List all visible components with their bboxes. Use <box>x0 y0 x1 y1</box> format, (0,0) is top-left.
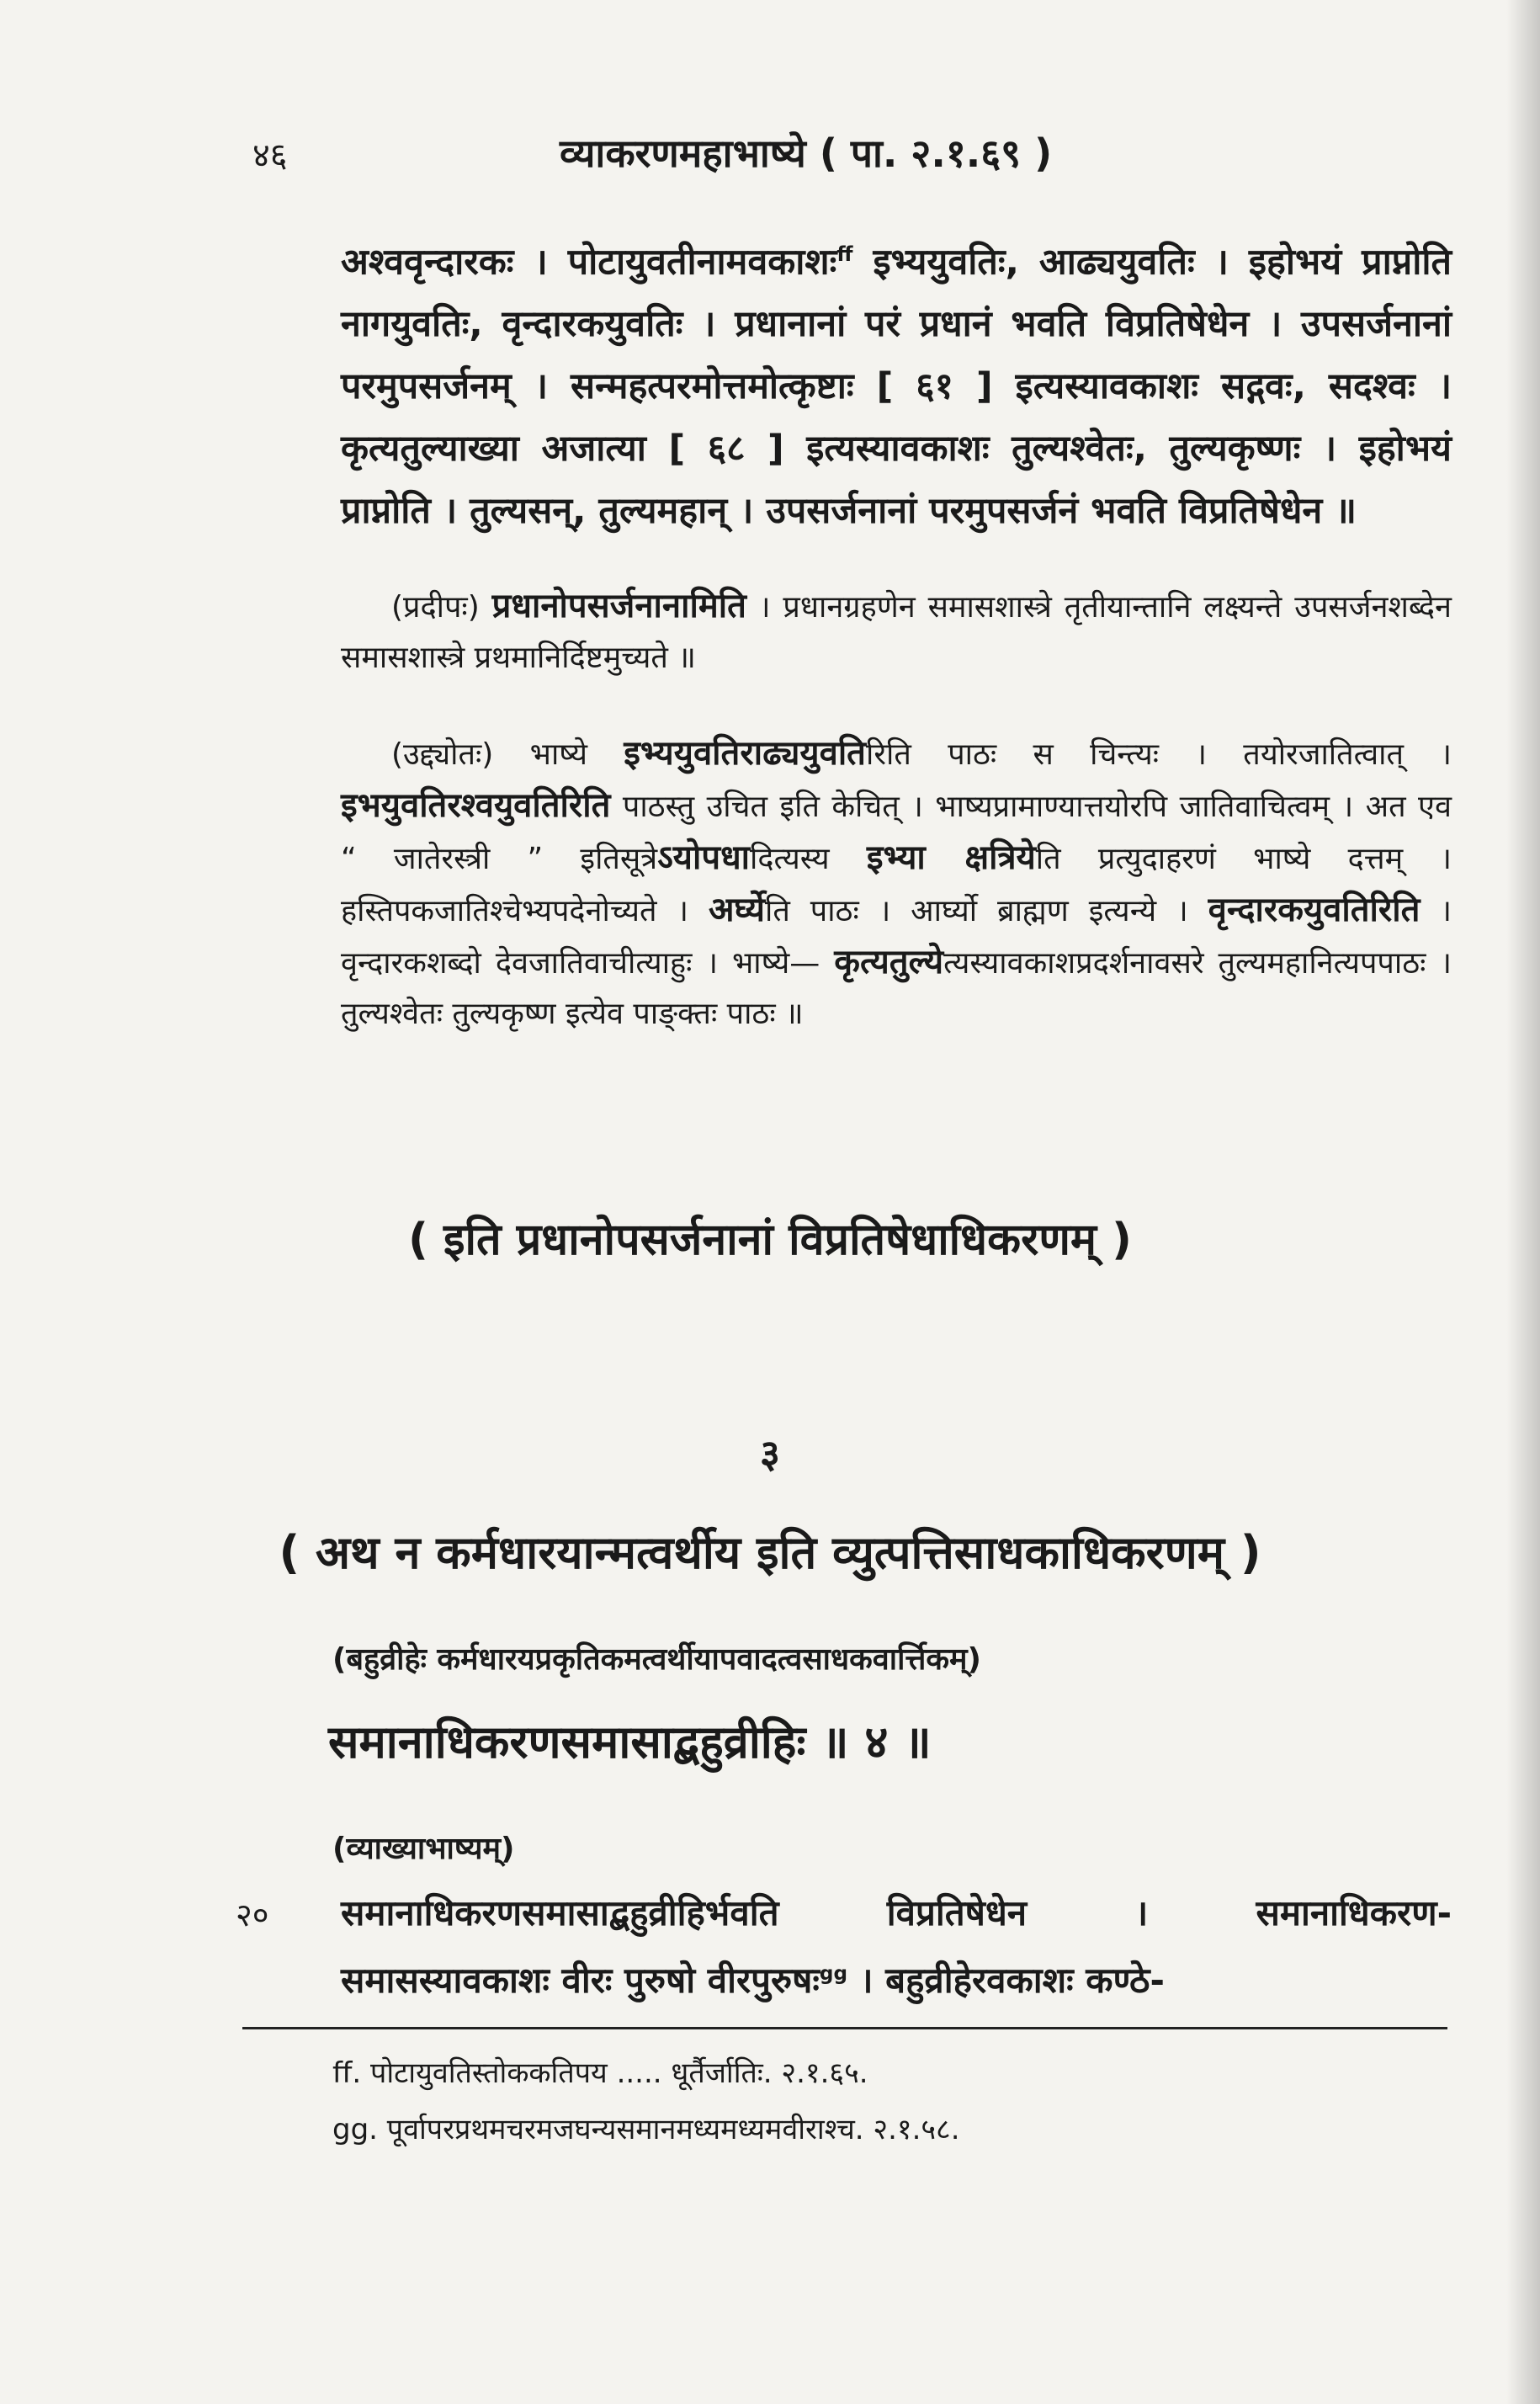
main-passage-part1: अश्ववृन्दारकः । पोटायुवतीनामवकाशः <box>341 241 837 284</box>
section-number: ३ <box>760 1431 780 1476</box>
uddyota-label: (उद्द्योतः) <box>391 737 494 772</box>
pradipa-text: । प्रधानग्रहणेन समासशास्त्रे तृतीयान्तानि लक्ष्यन्ते उपसर्जनशब्देन समासशास्त्रे प्रथमानिर्दिष्टमुच्यते ॥ <box>341 590 1452 675</box>
uddyota-t1: भाष्ये <box>529 737 587 772</box>
bhashya-line-2-b: । बहुव्रीहेरवकाशः कण्ठे- <box>847 1960 1165 2001</box>
vartika-text: समानाधिकरणसमासाद्बहुव्रीहिः ॥ ४ ॥ <box>328 1715 932 1768</box>
margin-line-number: २० <box>236 1896 269 1933</box>
uddyota-commentary <box>341 728 1452 1040</box>
running-header: व्याकरणमहाभाष्ये ( पा. २.१.६९ ) <box>560 130 1053 176</box>
uddyota-b2: इभयुवतिरश्वयुवतिरिति <box>341 786 611 825</box>
main-passage <box>341 223 1452 542</box>
page-edge-shadow <box>1506 0 1540 2404</box>
pradipa-head: प्रधानोपसर्जनानामिति <box>491 587 746 625</box>
pradipa-label: (प्रदीपः) <box>391 590 480 625</box>
pradipa-commentary <box>341 581 1452 683</box>
footnote-rule <box>242 2027 1447 2029</box>
bhashya-line-1: समानाधिकरणसमासाद्बहुव्रीहिर्भवति विप्रतिषेधेन । समानाधिकरण- <box>341 1892 1452 1933</box>
vartika-label: (बहुव्रीहेः कर्मधारयप्रकृतिकमत्वर्थीयापवादत्वसाधकवार्त्तिकम्) <box>332 1642 981 1677</box>
footnote-gg: gg. पूर्वापरप्रथमचरमजघन्यसमानमध्यमध्यमवीराश्च. २.१.५८. <box>332 2113 960 2146</box>
uddyota-t8: त्यस्यावकाशप्रदर्शनावसरे तुल्यमहानित्यपपाठः । तुल्यश्वेतः तुल्यकृष्ण इत्येव पाङ्क्तः पाठः ॥ <box>341 946 1452 1031</box>
uddyota-b1: इभ्ययुवतिराढ्ययुवति <box>624 734 866 773</box>
main-passage-part2: इभ्ययुवतिः, आढ्ययुवतिः । इहोभयं प्राप्नोति नागयुवतिः, वृन्दारकयुवतिः । प्रधानानां परं प्रधानं भवति विप्रतिषेधेन । उपसर्जनानां परमुपसर्जनम् । सन्महत्परमोत्तमोत्कृष्टाः [ ६१ ] इत्यस्यावकाशः सद्गवः, सदश्वः । कृत्यतुल्याख्या अजात्या [ ६८ ] इत्यस्यावकाशः तुल्यश्वेतः, तुल्यकृष्णः । इहोभयं प्राप्नोति । तुल्यसन्, तुल्यमहान् । उपसर्जनानां परमुपसर्जनं भवति विप्रतिषेधेन ॥ <box>341 241 1452 533</box>
bhashya-line-2 <box>341 1944 1452 2011</box>
uddyota-b4: इभ्या क्षत्रिये <box>866 838 1036 877</box>
uddyota-t7: । वृन्दारकशब्दो देवजातिवाचीत्याहुः । भाष्ये— <box>341 894 1452 981</box>
uddyota-t3: पाठस्तु उचित इति केचित् । भाष्यप्रामाण्यात्तयोरपि जातिवाचित्वम् । अत एव “ जातेरस्त्री ” इतिसूत्रे <box>341 790 1452 876</box>
uddyota-t4: दित्यस्य <box>750 842 830 876</box>
bhashya-label: (व्याख्याभाष्यम्) <box>332 1832 515 1866</box>
footnote-ff: ff. पोटायुवतिस्तोककतिपय ..... धूर्तैर्जातिः. २.१.६५. <box>332 2056 868 2090</box>
section-title: ( अथ न कर्मधारयान्मत्वर्थीय इति व्युत्पत्तिसाधकाधिकरणम् ) <box>279 1526 1261 1579</box>
uddyota-b6: वृन्दारकयुवतिरिति <box>1208 891 1421 929</box>
section-end-title: ( इति प्रधानोपसर्जनानां विप्रतिषेधाधिकरणम् ) <box>408 1215 1132 1265</box>
uddyota-b3: ऽयोपधा <box>657 838 751 877</box>
uddyota-t2: रिति पाठः स चिन्त्यः । तयोरजातित्वात् । <box>866 737 1452 772</box>
bhashya-line-2-a: समासस्यावकाशः वीरः पुरुषो वीरपुरुषः <box>341 1960 820 2001</box>
page-number: ४६ <box>252 136 288 175</box>
footnote-ref-gg: gg <box>819 1963 847 1985</box>
footnote-ref-ff: ff <box>836 242 853 266</box>
uddyota-b7: कृत्यतुल्ये <box>834 943 944 981</box>
uddyota-b5: अर्घ्ये <box>708 891 766 929</box>
uddyota-t5: ति प्रत्युदाहरणं भाष्ये दत्तम् । हस्तिपकजातिश्चेभ्यपदेनोच्यते । <box>341 842 1452 928</box>
uddyota-t6: ति पाठः । आर्घ्यो ब्राह्मण इत्यन्ये । <box>765 894 1188 928</box>
